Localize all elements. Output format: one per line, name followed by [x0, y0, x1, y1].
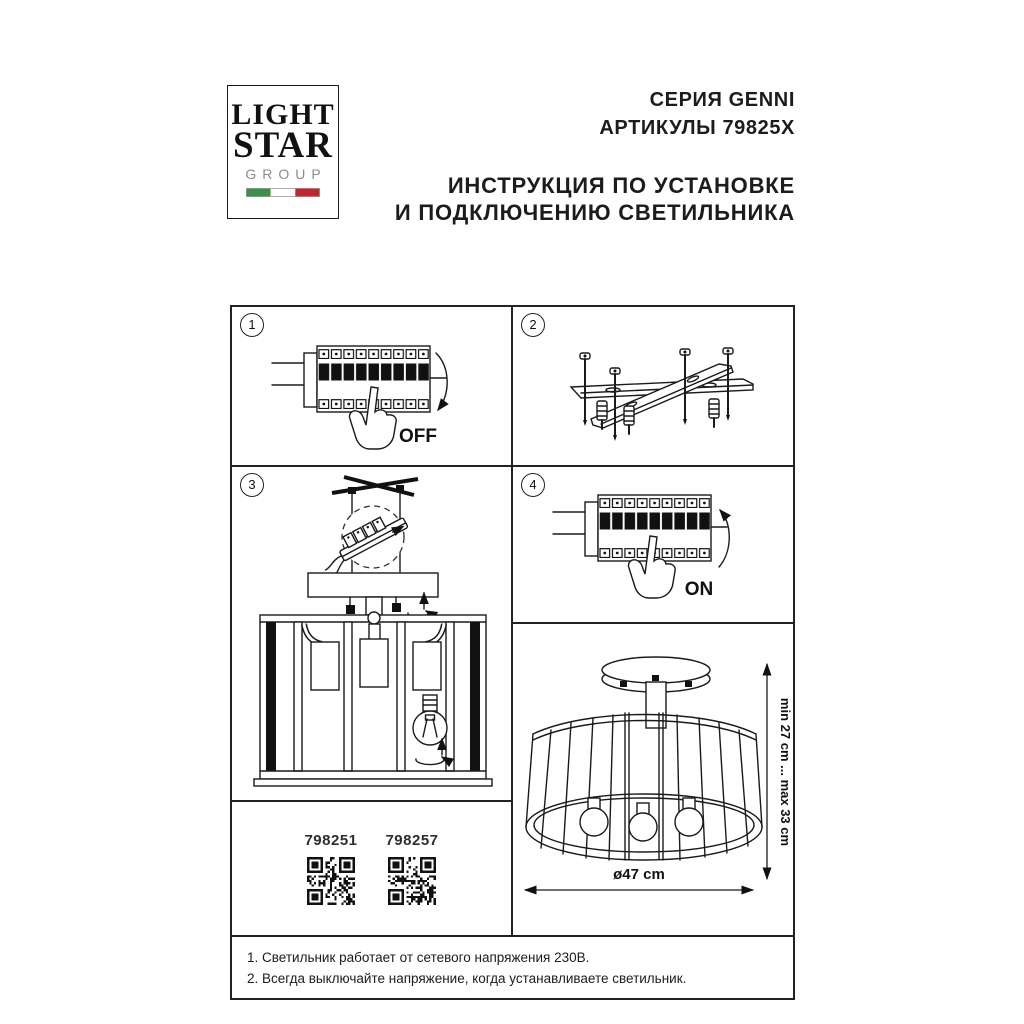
light-bulb-icon: [629, 803, 657, 841]
step-1-panel: [232, 307, 513, 467]
note-line-2: 2. Всегда выключайте напряжение, когда устанавливаете светильник.: [247, 970, 687, 986]
logo-word-group: GROUP: [245, 166, 327, 182]
qr-code-right: [382, 857, 442, 910]
instruction-title-line2: И ПОДКЛЮЧЕНИЮ СВЕТИЛЬНИКА: [394, 200, 795, 225]
wall-anchor-icon: [709, 399, 719, 427]
italian-flag-icon: [246, 188, 320, 197]
step-4-panel: [513, 467, 793, 624]
breaker-on-illustration: [513, 467, 791, 620]
step-4-number: 4: [521, 473, 545, 497]
safety-notes: [232, 935, 793, 998]
wall-anchor-icon: [624, 406, 634, 434]
step-2-number: 2: [521, 313, 545, 337]
canopy-plate: [308, 573, 438, 597]
series-title: СЕРИЯ GENNI: [649, 89, 795, 111]
product-codes-panel: [232, 802, 513, 935]
height-dimension: [767, 664, 793, 879]
lamp-drawing: [513, 624, 793, 933]
light-bulb-icon: [580, 798, 608, 836]
turn-on-arrow-icon: [719, 510, 729, 567]
turn-off-arrow-icon: [436, 353, 447, 410]
instruction-steps-table: [230, 305, 795, 1000]
lightstar-logo: [227, 85, 339, 219]
step-3-panel: [232, 467, 513, 802]
mounting-brackets-illustration: [513, 307, 791, 463]
qr-code-left: [301, 857, 361, 910]
note-line-1: 1. Светильник работает от сетевого напряжения 230В.: [247, 950, 590, 965]
screw-icon: [610, 368, 620, 441]
step-3-number: 3: [240, 473, 264, 497]
logo-word-star: STAR: [233, 125, 333, 166]
logo-word-light: LIGHT: [231, 98, 335, 131]
height-range-label: min 27 cm ... max 33 cm: [778, 697, 793, 847]
lamp-dimensions-panel: [513, 624, 793, 935]
articles-title: АРТИКУЛЫ 79825X: [599, 117, 795, 139]
instruction-title-line1: ИНСТРУКЦИЯ ПО УСТАНОВКЕ: [447, 173, 795, 198]
step-1-number: 1: [240, 313, 264, 337]
product-code-right: 798257: [385, 832, 439, 849]
fixture-body-front: [254, 612, 492, 786]
product-column: [301, 832, 361, 910]
breaker-off-illustration: [232, 307, 511, 463]
diameter-label: ø47 cm: [613, 866, 665, 883]
product-column: [382, 832, 442, 910]
product-code-left: 798251: [304, 832, 358, 849]
on-label: ON: [684, 579, 714, 600]
step-2-panel: [513, 307, 793, 467]
diameter-dimension: [525, 866, 753, 890]
fixture-assembly-illustration: [232, 467, 511, 798]
ceiling-bracket-icon: [332, 477, 418, 495]
document-header: [380, 86, 795, 226]
off-label: OFF: [399, 426, 437, 447]
